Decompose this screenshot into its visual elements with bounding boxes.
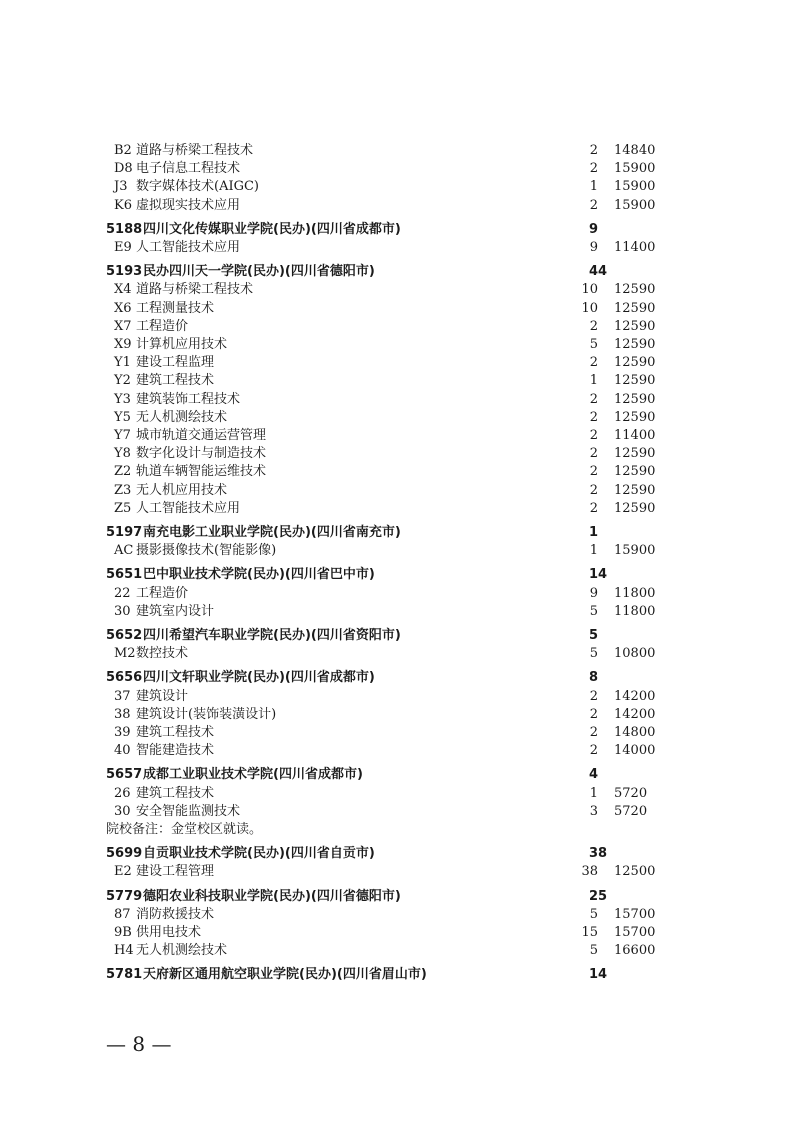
school-name: 四川文轩职业学院(民办)(四川省成都市) (143, 670, 375, 686)
program-plan-count: 2 (589, 197, 598, 213)
program-plan-count: 5 (589, 337, 598, 352)
program-tuition-fee: 14000 (614, 743, 656, 759)
program-name: 消防救援技术 (136, 906, 215, 922)
program-name: 无人机应用技术 (136, 482, 228, 498)
program-code: H4 (114, 943, 134, 959)
school-plan-count: 14 (589, 967, 608, 983)
school-row (0, 263, 800, 281)
program-code: Y5 (114, 409, 131, 425)
program-plan-count: 2 (589, 706, 598, 722)
program-plan-count: 2 (589, 161, 598, 177)
program-tuition-fee: 11400 (614, 428, 656, 443)
program-code: 38 (114, 706, 131, 722)
program-code: B2 (114, 143, 132, 158)
program-row (0, 427, 800, 445)
program-name: 建设工程监理 (136, 355, 215, 371)
program-name: 建筑工程技术 (136, 725, 215, 740)
program-code: M2 (114, 646, 136, 662)
program-tuition-fee: 12590 (614, 391, 656, 407)
school-name: 巴中职业技术学院(民办)(四川省巴中市) (143, 567, 375, 583)
program-name: 建设工程管理 (136, 864, 215, 880)
program-row (0, 785, 800, 803)
program-code: J3 (114, 179, 128, 195)
program-plan-count: 9 (589, 240, 598, 255)
program-tuition-fee: 15900 (614, 161, 656, 177)
program-row (0, 645, 800, 663)
program-name: 道路与桥梁工程技术 (136, 143, 254, 158)
school-code: 5651 (106, 567, 143, 583)
program-row (0, 724, 800, 742)
program-name: 计算机应用技术 (136, 337, 228, 352)
program-name: 摄影摄像技术(智能影像) (136, 543, 277, 559)
program-name: 数字媒体技术(AIGC) (136, 179, 259, 195)
program-tuition-fee: 15900 (614, 179, 656, 195)
school-code: 5656 (106, 670, 143, 686)
program-code: Z5 (114, 500, 132, 516)
program-plan-count: 2 (589, 688, 598, 704)
program-plan-count: 9 (589, 585, 598, 601)
program-tuition-fee: 12590 (614, 446, 656, 462)
program-row (0, 924, 800, 942)
program-name: 建筑设计 (136, 688, 189, 704)
program-tuition-fee: 11800 (614, 603, 656, 619)
school-plan-count: 9 (589, 221, 599, 237)
program-name: 工程测量技术 (136, 300, 215, 316)
program-tuition-fee: 12590 (614, 482, 656, 498)
school-code: 5699 (106, 846, 143, 862)
program-row (0, 706, 800, 724)
program-row (0, 500, 800, 518)
program-name: 建筑工程技术 (136, 785, 215, 801)
school-name: 自贡职业技术学院(民办)(四川省自贡市) (143, 846, 375, 862)
program-tuition-fee: 11400 (614, 240, 656, 255)
program-code: E9 (114, 240, 132, 255)
program-row (0, 160, 800, 178)
program-plan-count: 2 (589, 464, 598, 480)
program-plan-count: 15 (581, 925, 598, 940)
program-tuition-fee: 15900 (614, 543, 656, 559)
program-plan-count: 10 (581, 282, 598, 298)
program-code: 30 (114, 603, 131, 619)
program-code: Y7 (114, 428, 131, 443)
program-row (0, 603, 800, 621)
program-row (0, 409, 800, 427)
program-code: 30 (114, 803, 131, 819)
program-name: 无人机测绘技术 (136, 409, 228, 425)
program-plan-count: 2 (589, 355, 598, 371)
program-name: 建筑室内设计 (136, 603, 215, 619)
school-code: 5657 (106, 767, 143, 783)
program-name: 轨道车辆智能运维技术 (136, 464, 267, 480)
school-row (0, 221, 800, 239)
program-row (0, 863, 800, 881)
school-note-row (0, 821, 800, 839)
program-code: 9B (114, 925, 132, 940)
program-tuition-fee: 12590 (614, 282, 656, 298)
program-name: 工程造价 (136, 318, 189, 334)
school-name: 民办四川天一学院(民办)(四川省德阳市) (143, 264, 375, 280)
school-plan-count: 44 (589, 264, 608, 280)
program-row (0, 482, 800, 500)
program-tuition-fee: 12500 (614, 864, 656, 880)
program-code: 22 (114, 585, 131, 601)
program-tuition-fee: 15700 (614, 925, 656, 940)
page-number: — 8 — (106, 1032, 172, 1056)
program-plan-count: 2 (589, 143, 598, 158)
program-plan-count: 2 (589, 725, 598, 740)
program-code: Y3 (114, 391, 131, 407)
program-row (0, 300, 800, 318)
program-row (0, 742, 800, 760)
program-code: Y8 (114, 446, 131, 462)
program-plan-count: 38 (581, 864, 598, 880)
program-code: D8 (114, 161, 133, 177)
program-name: 建筑装饰工程技术 (136, 391, 241, 407)
school-plan-count: 8 (589, 670, 599, 686)
school-code: 5188 (106, 221, 143, 237)
program-name: 数控技术 (136, 646, 189, 662)
school-plan-count: 25 (589, 888, 608, 904)
program-plan-count: 1 (589, 543, 598, 559)
program-code: Z3 (114, 482, 132, 498)
program-plan-count: 1 (589, 785, 598, 801)
program-plan-count: 3 (589, 803, 598, 819)
program-row (0, 906, 800, 924)
school-name: 成都工业职业技术学院(四川省成都市) (143, 767, 363, 783)
program-tuition-fee: 5720 (614, 803, 648, 819)
program-plan-count: 2 (589, 743, 598, 759)
program-name: 无人机测绘技术 (136, 943, 228, 959)
program-tuition-fee: 11800 (614, 585, 656, 601)
school-plan-count: 4 (589, 767, 599, 783)
program-tuition-fee: 12590 (614, 337, 656, 352)
program-row (0, 178, 800, 196)
program-plan-count: 5 (589, 906, 598, 922)
school-code: 5197 (106, 525, 143, 540)
program-name: 建筑设计(装饰装潢设计) (136, 706, 277, 722)
program-plan-count: 5 (589, 943, 598, 959)
program-plan-count: 1 (589, 179, 598, 195)
program-row (0, 463, 800, 481)
program-tuition-fee: 12590 (614, 355, 656, 371)
program-plan-count: 2 (589, 500, 598, 516)
program-tuition-fee: 12590 (614, 300, 656, 316)
program-code: X6 (114, 300, 132, 316)
program-row (0, 197, 800, 215)
program-name: 工程造价 (136, 585, 189, 601)
program-name: 数字化设计与制造技术 (136, 446, 267, 462)
program-code: 39 (114, 725, 131, 740)
program-code: Y1 (114, 355, 131, 371)
program-tuition-fee: 15700 (614, 906, 656, 922)
program-code: X4 (114, 282, 132, 298)
school-name: 南充电影工业职业学院(民办)(四川省南充市) (143, 525, 401, 540)
program-tuition-fee: 15900 (614, 197, 656, 213)
program-code: K6 (114, 197, 132, 213)
program-row (0, 239, 800, 257)
program-row (0, 942, 800, 960)
school-code: 5779 (106, 888, 143, 904)
program-plan-count: 2 (589, 318, 598, 334)
school-name: 德阳农业科技职业学院(民办)(四川省德阳市) (143, 888, 401, 904)
program-code: 87 (114, 906, 131, 922)
program-row (0, 281, 800, 299)
school-row (0, 524, 800, 542)
program-row (0, 372, 800, 390)
program-row (0, 542, 800, 560)
program-row (0, 318, 800, 336)
program-tuition-fee: 5720 (614, 785, 648, 801)
program-row (0, 803, 800, 821)
program-name: 人工智能技术应用 (136, 500, 241, 516)
program-tuition-fee: 14840 (614, 143, 656, 158)
program-name: 道路与桥梁工程技术 (136, 282, 254, 298)
program-name: 电子信息工程技术 (136, 161, 241, 177)
school-code: 5781 (106, 967, 143, 983)
program-name: 建筑工程技术 (136, 373, 215, 389)
program-name: 虚拟现实技术应用 (136, 197, 241, 213)
program-code: 37 (114, 688, 131, 704)
program-tuition-fee: 14200 (614, 688, 656, 704)
program-tuition-fee: 12590 (614, 318, 656, 334)
school-plan-count: 38 (589, 846, 608, 862)
school-row (0, 888, 800, 906)
school-name: 天府新区通用航空职业学院(民办)(四川省眉山市) (143, 967, 427, 983)
program-code: AC (114, 543, 134, 559)
program-name: 供用电技术 (136, 925, 202, 940)
program-tuition-fee: 10800 (614, 646, 656, 662)
program-plan-count: 2 (589, 482, 598, 498)
program-code: X7 (114, 318, 132, 334)
school-row (0, 669, 800, 687)
program-row (0, 354, 800, 372)
program-plan-count: 5 (589, 603, 598, 619)
program-plan-count: 5 (589, 646, 598, 662)
school-row (0, 966, 800, 984)
school-plan-count: 14 (589, 567, 608, 583)
program-row (0, 688, 800, 706)
program-name: 城市轨道交通运营管理 (136, 428, 267, 443)
program-name: 安全智能监测技术 (136, 803, 241, 819)
school-name: 四川文化传媒职业学院(民办)(四川省成都市) (143, 221, 401, 237)
school-code: 5193 (106, 264, 143, 280)
program-plan-count: 10 (581, 300, 598, 316)
program-tuition-fee: 12590 (614, 373, 656, 389)
program-code: 26 (114, 785, 131, 801)
program-plan-count: 2 (589, 409, 598, 425)
program-code: 40 (114, 743, 131, 759)
school-row (0, 766, 800, 784)
program-tuition-fee: 12590 (614, 409, 656, 425)
program-row (0, 585, 800, 603)
program-row (0, 391, 800, 409)
program-row (0, 142, 800, 160)
program-code: X9 (114, 337, 132, 352)
school-note: 院校备注：金堂校区就读。 (106, 822, 263, 837)
program-tuition-fee: 14200 (614, 706, 656, 722)
school-row (0, 627, 800, 645)
school-name: 四川希望汽车职业学院(民办)(四川省资阳市) (143, 628, 401, 643)
program-tuition-fee: 12590 (614, 464, 656, 480)
program-plan-count: 2 (589, 446, 598, 462)
school-row (0, 566, 800, 584)
program-plan-count: 2 (589, 428, 598, 443)
school-plan-count: 1 (589, 525, 599, 540)
program-code: Y2 (114, 373, 131, 389)
program-code: E2 (114, 864, 132, 880)
program-code: Z2 (114, 464, 132, 480)
program-row (0, 336, 800, 354)
program-tuition-fee: 14800 (614, 725, 656, 740)
program-row (0, 445, 800, 463)
program-name: 智能建造技术 (136, 743, 215, 759)
program-plan-count: 2 (589, 391, 598, 407)
school-code: 5652 (106, 628, 143, 643)
program-plan-count: 1 (589, 373, 598, 389)
program-tuition-fee: 12590 (614, 500, 656, 516)
school-row (0, 845, 800, 863)
program-name: 人工智能技术应用 (136, 240, 241, 255)
school-plan-count: 5 (589, 628, 599, 643)
program-tuition-fee: 16600 (614, 943, 656, 959)
